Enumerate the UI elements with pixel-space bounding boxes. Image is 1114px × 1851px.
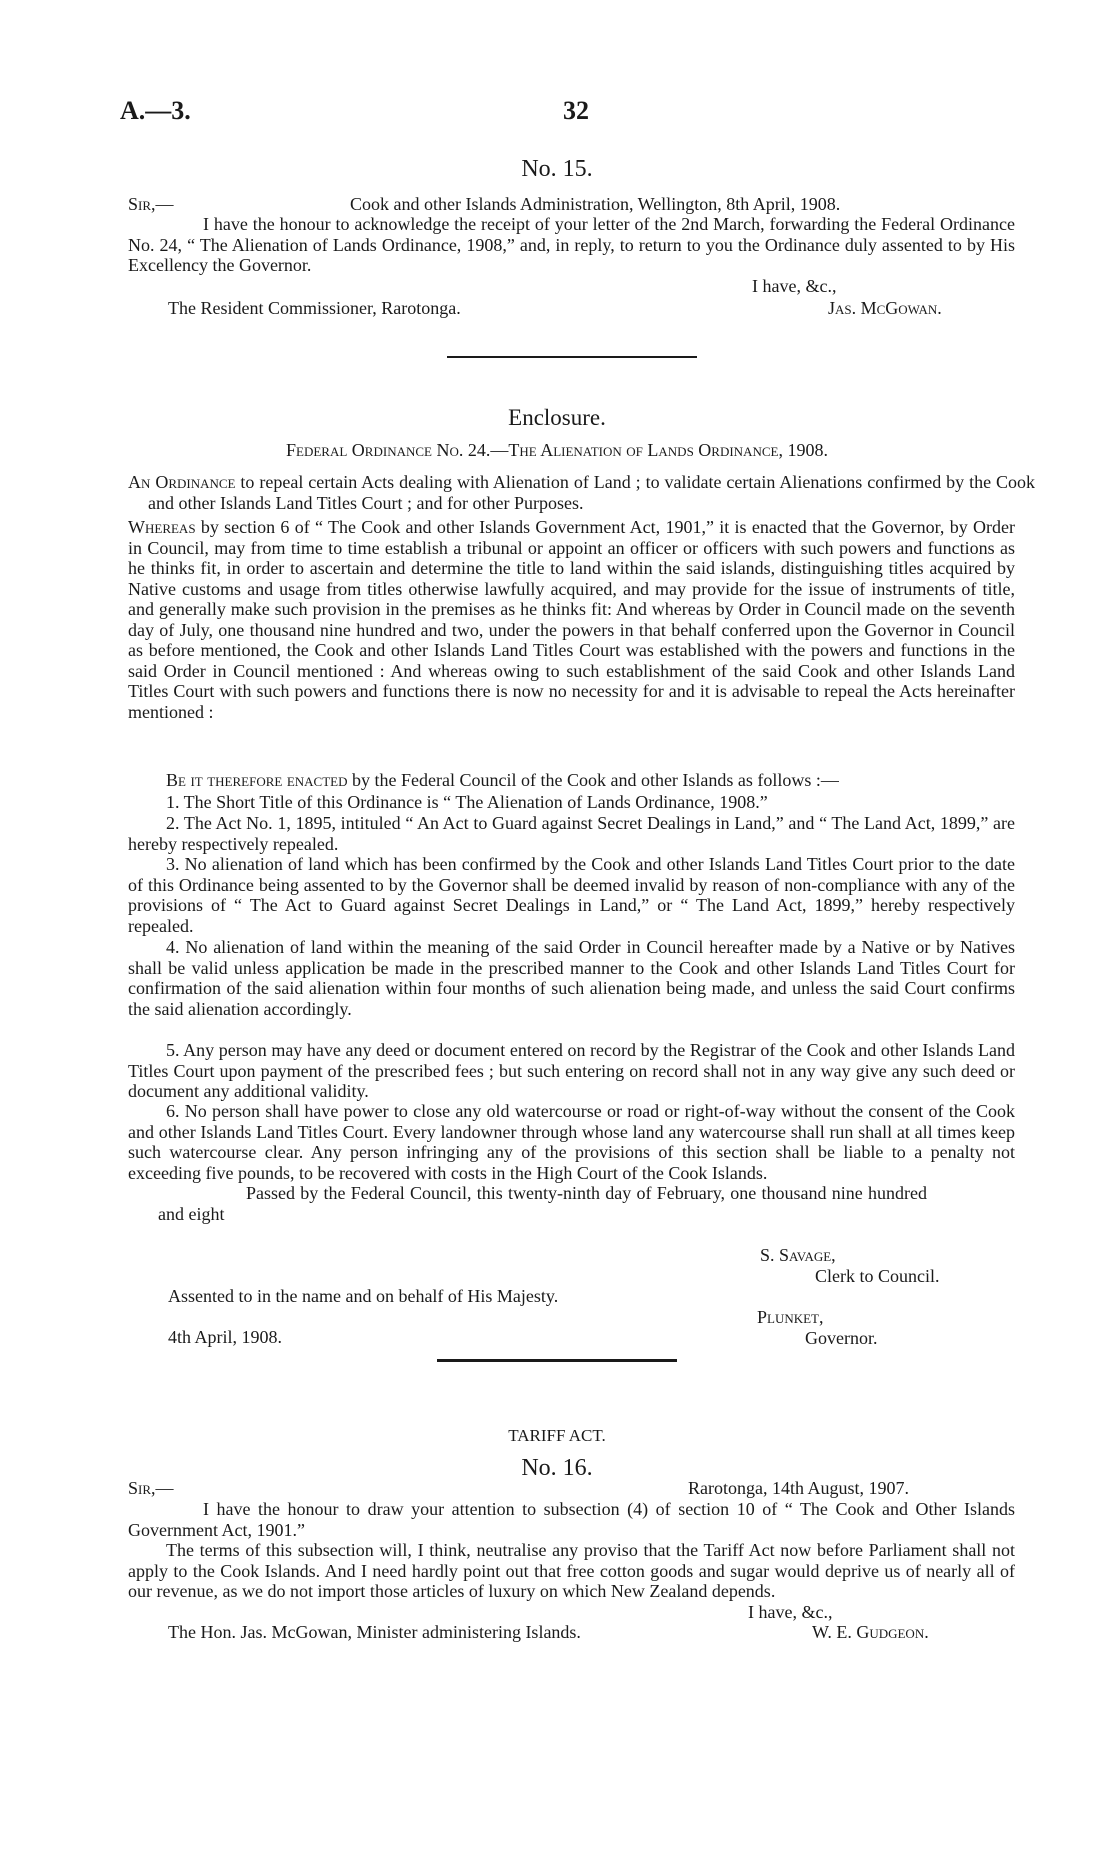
letter-15-dateline: Cook and other Islands Administration, Wellington, 8th April, 1908. xyxy=(350,194,841,214)
letter-15-recipient: The Resident Commissioner, Rarotonga. xyxy=(168,298,461,318)
letter-16-closing: I have, &c., xyxy=(748,1602,833,1622)
letter-16-paragraph-1: I have the honour to draw your attention to subsection (4) of section 10 of “ The Cook and Other Islands Government Act, 1901.” xyxy=(128,1499,1015,1540)
assent-date: 4th April, 1908. xyxy=(168,1327,283,1347)
page-number: 32 xyxy=(563,96,589,125)
section-divider-thick xyxy=(437,1359,677,1362)
governor-name: Plunket, xyxy=(757,1307,824,1327)
section-divider xyxy=(447,356,697,358)
letter-16-recipient: The Hon. Jas. McGowan, Minister administering Islands. xyxy=(168,1622,581,1642)
clerk-title: Clerk to Council. xyxy=(815,1266,940,1286)
enacting-clause xyxy=(128,770,1015,791)
letter-16-paragraph-2: The terms of this subsection will, I think, neutralise any proviso that the Tariff Act now before Parliament shall not apply to the Cook Islands. And I need hardly point out that free cotton goods and sugar would deprive us of nearly all of our revenue, as we do not import those articles of luxury on which New Zealand depends. xyxy=(128,1540,1015,1601)
letter-15-number: No. 15. xyxy=(521,156,593,182)
ordinance-subheading: Federal Ordinance No. 24.—The Alienation of Lands Ordinance, 1908. xyxy=(286,440,828,460)
section-1: 1. The Short Title of this Ordinance is “ The Alienation of Lands Ordinance, 1908.” xyxy=(166,792,768,812)
passed-clause: Passed by the Federal Council, this twenty-ninth day of February, one thousand nine hundred and eight xyxy=(158,1183,927,1224)
ordinance-title-rest: to repeal certain Acts dealing with Alienation of Land ; to validate certain Alienations confirmed by the Cook and other Islands Land Titles Court ; and for other Purposes. xyxy=(148,472,1035,513)
section-2: 2. The Act No. 1, 1895, intituled “ An Act to Guard against Secret Dealings in Land,” and “ The Land Act, 1899,” are hereby respectively repealed. xyxy=(128,813,1015,854)
section-6: 6. No person shall have power to close any old watercourse or road or right-of-way without the consent of the Cook and other Islands Land Titles Court. Every landowner through whose land any watercourse shall run shall at all times keep such watercourse clear. Any person infringing any of the provisions of this section shall be liable to a penalty not exceeding five pounds, to be recovered with costs in the High Court of the Cook Islands. xyxy=(128,1101,1015,1183)
letter-16-number: No. 16. xyxy=(521,1455,593,1481)
letter-16-dateline: Rarotonga, 14th August, 1907. xyxy=(688,1478,909,1498)
section-4: 4. No alienation of land within the meaning of the said Order in Council hereafter made by a Native or by Natives shall be valid unless application be made in the prescribed manner to the Cook and other Islands Land Titles Court for confirmation of the said alienation within four months of such alienation being made, and unless the said Court confirms the said alienation accordingly. xyxy=(128,937,1015,1019)
enacting-rest: by the Federal Council of the Cook and other Islands as follows :— xyxy=(352,770,839,790)
governor-title: Governor. xyxy=(805,1328,878,1348)
clerk-name: S. Savage, xyxy=(760,1245,836,1265)
letter-15-signature: Jas. McGowan. xyxy=(828,298,942,318)
ordinance-title xyxy=(128,472,1035,513)
letter-16-salutation: Sir,— xyxy=(128,1478,174,1498)
ordinance-title-lead: An Ordinance xyxy=(128,472,236,492)
section-5: 5. Any person may have any deed or document entered on record by the Registrar of the Cook and other Islands Land Titles Court upon payment of the prescribed fees ; but such entering on record shall not in any way give any such deed or document any additional validity. xyxy=(128,1040,1015,1101)
preamble-lead: Whereas xyxy=(128,517,196,537)
enclosure-heading: Enclosure. xyxy=(508,405,606,430)
document-reference: A.—3. xyxy=(120,96,191,125)
section-3: 3. No alienation of land which has been confirmed by the Cook and other Islands Land Titles Court prior to the date of this Ordinance being assented to by the Governor shall be deemed invalid by reason of non-compliance with any of the provisions of “ The Act to Guard against Secret Dealings in Land,” or “ The Land Act, 1899,” hereby respectively repealed. xyxy=(128,854,1015,936)
letter-16-signature: W. E. Gudgeon. xyxy=(812,1622,929,1642)
letter-15-closing: I have, &c., xyxy=(752,276,837,296)
ordinance-preamble xyxy=(128,517,1015,722)
enacting-lead: Be it therefore enacted xyxy=(166,770,348,790)
assent-statement: Assented to in the name and on behalf of His Majesty. xyxy=(168,1286,559,1306)
letter-15-salutation: Sir,— xyxy=(128,194,174,214)
tariff-act-title: TARIFF ACT. xyxy=(508,1426,606,1445)
preamble-rest: by section 6 of “ The Cook and other Islands Government Act, 1901,” it is enacted that the Governor, by Order in Council, may from time to time establish a tribunal or appoint an officer or officers with such powers and functions as he thinks fit, in order to ascertain and determine the title to land within the said islands, distinguishing titles acquired by Native customs and usage from titles otherwise lawfully acquired, and may provide for the issue of instruments of title, and generally make such provision in the premises as he thinks fit: And whereas by Order in Council made on the seventh day of July, one thousand nine hundred and two, under the powers in that behalf conferred upon the Governor in Council as before mentioned, the Cook and other Islands Land Titles Court was established with the powers and functions in the said Order in Council mentioned : And whereas owing to such establishment of the said Cook and other Islands Land Titles Court with such powers and functions there is now no necessity for and it is advisable to repeal the Acts hereinafter mentioned : xyxy=(128,517,1015,722)
letter-15-body: I have the honour to acknowledge the receipt of your letter of the 2nd March, forwarding the Federal Ordinance No. 24, “ The Alienation of Lands Ordinance, 1908,” and, in reply, to return to you the Ordinance duly assented to by His Excellency the Governor. xyxy=(128,214,1015,275)
